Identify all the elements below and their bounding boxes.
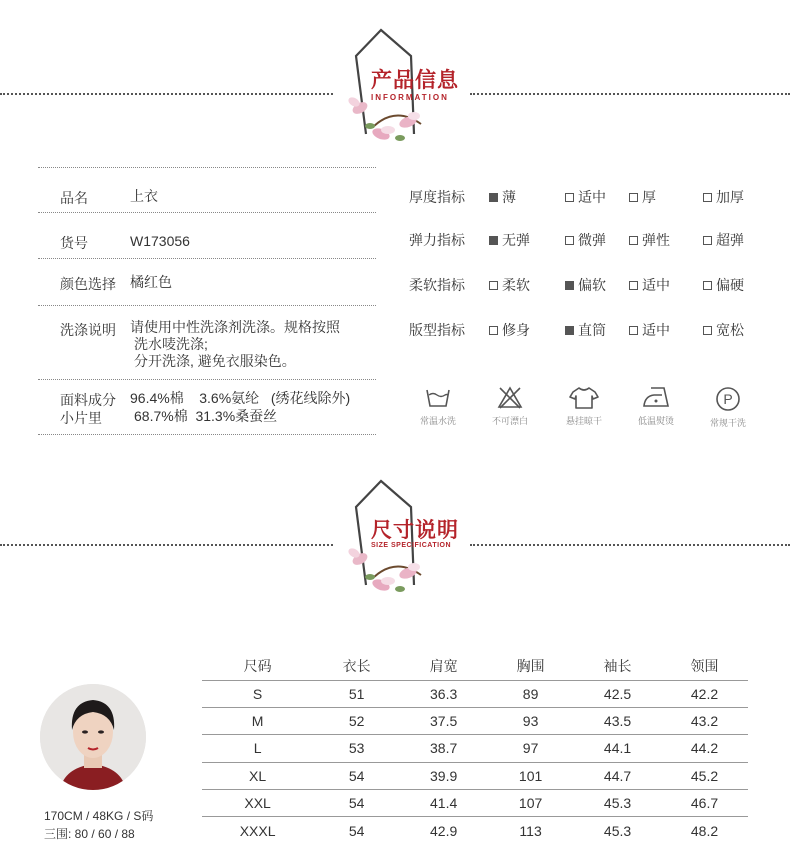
attribute-label: 弹力指标: [409, 232, 465, 248]
checkbox-empty-icon: [629, 326, 638, 335]
attribute-option-label: 厚: [642, 189, 656, 205]
checkbox-empty-icon: [703, 193, 712, 202]
size-cell: 93: [487, 707, 574, 734]
info-value-sku: W173056: [130, 233, 190, 249]
attribute-option: [629, 275, 670, 295]
size-cell: 37.5: [400, 707, 487, 734]
info-row-sku: [38, 212, 376, 258]
model-stats-line1: 170CM / 48KG / S码: [44, 809, 154, 823]
attribute-option: [565, 230, 606, 250]
attribute-option-label: 无弹: [502, 232, 530, 248]
section-title-size: 尺寸说明: [371, 519, 459, 542]
info-value-wash-line3: 分开洗涤, 避免衣服染色。: [134, 353, 296, 369]
care-label-bleach: 不可漂白: [491, 416, 528, 426]
hang-dry-icon: [569, 386, 599, 410]
attribute-option: [565, 320, 606, 340]
attribute-option: [489, 230, 530, 250]
size-cell: 54: [313, 762, 400, 789]
checkbox-empty-icon: [565, 193, 574, 202]
info-value-wash-line1: 请使用中性洗涤剂洗涤。规格按照: [130, 319, 340, 335]
size-cell: L: [202, 735, 313, 762]
attribute-option: [703, 187, 744, 207]
size-col-header: 衣长: [313, 652, 400, 680]
table-row: [202, 817, 748, 844]
attribute-option: [629, 187, 656, 207]
attribute-option: [489, 320, 530, 340]
model-portrait-icon: [40, 684, 146, 790]
checkbox-empty-icon: [565, 236, 574, 245]
checkbox-empty-icon: [489, 281, 498, 290]
size-cell: 48.2: [690, 822, 719, 839]
model-avatar: [40, 684, 146, 790]
info-label-lining: 小片里: [60, 410, 102, 426]
section-title-product: 产品信息: [371, 69, 459, 92]
size-col-header: 胸围: [487, 652, 574, 680]
header-dotline-right-2: [470, 544, 790, 546]
attribute-option: [703, 320, 744, 340]
size-cell: 42.2: [661, 680, 748, 707]
attribute-option-label: 柔软: [502, 277, 530, 293]
attribute-label: 版型指标: [409, 322, 465, 338]
size-cell: 89: [487, 680, 574, 707]
checkbox-empty-icon: [703, 281, 712, 290]
size-cell: 54: [313, 790, 400, 817]
info-label-name: 品名: [60, 190, 88, 206]
model-stats-line2: 三围: 80 / 60 / 88: [44, 827, 135, 841]
care-wash: [403, 386, 473, 427]
size-cell: 41.4: [400, 790, 487, 817]
attribute-option: [629, 230, 670, 250]
size-cell: 97: [487, 735, 574, 762]
info-value-color: 橘红色: [130, 274, 172, 290]
attribute-option: [565, 275, 606, 295]
no-bleach-icon: [497, 386, 523, 410]
iron-low-icon: [642, 386, 670, 410]
size-cell: XXL: [202, 790, 313, 817]
header-dotline-left: [0, 93, 333, 95]
size-table: [202, 652, 748, 844]
attribute-option-label: 微弹: [578, 232, 606, 248]
size-cell: 45.3: [603, 822, 632, 839]
care-label-iron: 低温熨烫: [637, 416, 674, 426]
info-value-name: 上衣: [130, 188, 158, 204]
attribute-option-label: 适中: [642, 322, 670, 338]
info-label-wash: 洗涤说明: [60, 322, 116, 338]
checkbox-checked-icon: [565, 326, 574, 335]
attribute-option: [489, 275, 530, 295]
attribute-option-label: 弹性: [642, 232, 670, 248]
size-cell: 44.2: [661, 735, 748, 762]
size-cell: 42.5: [574, 680, 661, 707]
size-cell: 45.2: [661, 762, 748, 789]
size-cell: 36.3: [400, 680, 487, 707]
size-cell: 51: [313, 680, 400, 707]
size-cell: 53: [313, 735, 400, 762]
attribute-option: [489, 187, 516, 207]
care-bleach: [475, 386, 545, 427]
info-value-lining: 68.7%棉 31.3%桑蚕丝: [134, 408, 278, 424]
checkbox-empty-icon: [629, 236, 638, 245]
table-row: [202, 735, 748, 762]
info-label-fabric: 面料成分: [60, 392, 116, 408]
checkbox-empty-icon: [629, 281, 638, 290]
checkbox-empty-icon: [703, 326, 712, 335]
attribute-option: [565, 187, 606, 207]
checkbox-empty-icon: [629, 193, 638, 202]
size-cell: XXXL: [239, 822, 276, 839]
care-label-hang: 悬挂晾干: [565, 416, 602, 426]
size-cell: 52: [313, 707, 400, 734]
info-row-wash: [38, 305, 376, 379]
table-row: [202, 707, 748, 734]
size-cell: 44.7: [574, 762, 661, 789]
attribute-option-label: 适中: [578, 189, 606, 205]
size-cell: M: [202, 707, 313, 734]
info-label-color: 颜色选择: [60, 276, 116, 292]
care-hang: [549, 386, 619, 427]
size-col-header: 尺码: [202, 652, 313, 680]
size-col-header: 肩宽: [400, 652, 487, 680]
section-subtitle-size: SIZE SPECIFICATION: [371, 542, 452, 549]
checkbox-checked-icon: [489, 193, 498, 202]
size-col-header: 袖长: [574, 652, 661, 680]
checkbox-checked-icon: [565, 281, 574, 290]
header-dotline-left-2: [0, 544, 333, 546]
section-subtitle-product: INFORMATION: [371, 93, 449, 102]
size-cell: 101: [487, 762, 574, 789]
svg-text:P: P: [723, 391, 733, 407]
dry-clean-p-icon: [715, 386, 741, 412]
size-cell: XL: [202, 762, 313, 789]
size-cell: 39.9: [400, 762, 487, 789]
table-row: [202, 790, 748, 817]
care-label-dryclean: 常规干洗: [709, 418, 746, 428]
attribute-option-label: 偏软: [578, 277, 606, 293]
info-row-name: [38, 167, 376, 212]
info-label-sku: 货号: [60, 235, 88, 251]
info-value-fabric: 96.4%棉 3.6%氨纶 (绣花线除外): [130, 390, 351, 406]
info-row-color: [38, 258, 376, 305]
size-cell: 44.1: [574, 735, 661, 762]
checkbox-empty-icon: [703, 236, 712, 245]
attribute-label: 柔软指标: [409, 277, 465, 293]
info-value-wash-line2: 洗水唛洗涤;: [134, 336, 208, 352]
attribute-option: [703, 275, 744, 295]
size-cell: 38.7: [400, 735, 487, 762]
size-table-header-row: [202, 652, 748, 680]
info-table-bottom-line: [38, 434, 376, 435]
size-cell: 113: [519, 822, 542, 839]
size-cell: S: [202, 680, 313, 707]
care-label-wash: 常温水洗: [419, 416, 456, 426]
attribute-option: [703, 230, 744, 250]
attribute-option-label: 薄: [502, 189, 516, 205]
attribute-option-label: 偏硬: [716, 277, 744, 293]
attribute-option-label: 修身: [502, 322, 530, 338]
info-row-fabric: [38, 379, 376, 434]
size-cell: 45.3: [574, 790, 661, 817]
wash-tub-icon: [425, 386, 451, 410]
size-cell: 42.9: [430, 822, 458, 839]
attribute-option: [629, 320, 670, 340]
table-row: [202, 762, 748, 789]
size-cell: 107: [487, 790, 574, 817]
attribute-option-label: 超弹: [716, 232, 744, 248]
size-cell: 46.7: [661, 790, 748, 817]
size-col-header: 领围: [661, 652, 748, 680]
header-dotline-right: [470, 93, 790, 95]
care-dryclean: [693, 386, 763, 429]
attribute-option-label: 加厚: [716, 189, 744, 205]
size-cell: 54: [348, 822, 365, 839]
care-iron: [621, 386, 691, 427]
attribute-option-label: 直筒: [578, 322, 606, 338]
size-cell: 43.2: [661, 707, 748, 734]
table-row: [202, 680, 748, 707]
attribute-option-label: 适中: [642, 277, 670, 293]
attribute-label: 厚度指标: [409, 189, 465, 205]
checkbox-checked-icon: [489, 236, 498, 245]
attribute-option-label: 宽松: [716, 322, 744, 338]
checkbox-empty-icon: [489, 326, 498, 335]
size-cell: 43.5: [574, 707, 661, 734]
